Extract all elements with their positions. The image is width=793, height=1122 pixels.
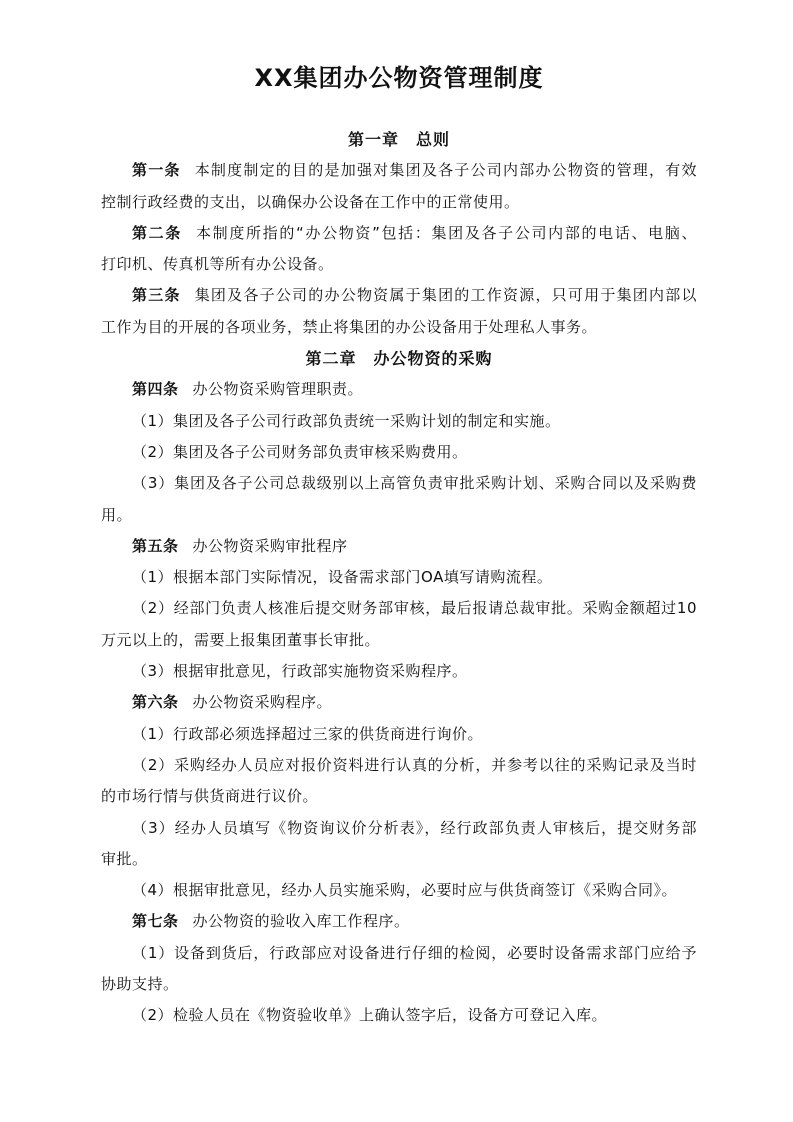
line-text: 打印机、传真机等所有办公设备。	[101, 255, 334, 274]
line-text: 本制度制定的目的是加强对集团及各子公司内部办公物资的管理，有效	[194, 161, 697, 180]
list-item	[101, 938, 697, 1001]
list-item	[101, 468, 697, 531]
text-line	[101, 280, 697, 311]
text-line	[101, 593, 697, 624]
chapter-heading: 第一章 总则	[347, 130, 450, 149]
line-text: 办公物资的验收入库工作程序。	[192, 912, 410, 931]
text-line	[101, 719, 697, 750]
line-text: 的市场行情与供货商进行议价。	[101, 787, 319, 806]
line-text: 工作为目的开展的各项业务，禁止将集团的办公设备用于处理私人事务。	[101, 317, 598, 336]
chapter-heading: 第二章 办公物资的采购	[305, 349, 493, 369]
text-line	[101, 437, 697, 468]
line-text: 用。	[101, 505, 133, 524]
article-label: 第七条	[132, 912, 179, 931]
text-line	[101, 844, 697, 875]
text-line	[101, 656, 697, 687]
text-line	[101, 1000, 697, 1031]
line-text: （2）集团及各子公司财务部负责审核采购费用。	[132, 442, 468, 461]
line-text: 办公物资采购管理职责。	[192, 380, 364, 399]
line-text: （2）采购经办人员应对报价资料进行认真的分析，并参考以往的采购记录及当时	[132, 755, 697, 774]
text-line	[101, 687, 697, 718]
line-text: 万元以上的，需要上报集团董事长审批。	[101, 630, 381, 649]
text-line	[101, 813, 697, 844]
list-item	[101, 656, 697, 687]
list-item	[101, 719, 697, 750]
text-line	[101, 969, 697, 1000]
line-text: 本制度所指的“办公物资”包括：集团及各子公司内部的电话、电脑、	[196, 223, 697, 242]
list-item	[101, 750, 697, 813]
article-paragraph	[101, 155, 697, 218]
line-text: 控制行政经费的支出，以确保办公设备在工作中的正常使用。	[101, 192, 520, 211]
article-paragraph	[101, 218, 697, 281]
line-text: （1）行政部必须选择超过三家的供货商进行询价。	[132, 724, 484, 743]
list-item	[101, 1000, 697, 1031]
text-line	[101, 249, 697, 280]
line-text: （2）经部门负责人核准后提交财务部审核，最后报请总裁审批。采购金额超过10	[132, 599, 697, 618]
article-paragraph	[101, 906, 697, 937]
text-line	[101, 312, 697, 343]
article-label: 第四条	[132, 380, 179, 399]
line-text: 办公物资采购审批程序	[192, 536, 348, 555]
text-line	[101, 781, 697, 812]
article-label: 第三条	[132, 286, 181, 305]
line-text: 集团及各子公司的办公物资属于集团的工作资源，只可用于集团内部以	[194, 286, 697, 305]
text-line	[101, 468, 697, 499]
article-paragraph	[101, 531, 697, 562]
article-label: 第一条	[132, 161, 181, 180]
line-text: 办公物资采购程序。	[192, 693, 333, 712]
line-text: （1）根据本部门实际情况，设备需求部门OA填写请购流程。	[132, 568, 553, 587]
document-body	[101, 124, 697, 1032]
line-text: （3）经办人员填写《物资询议价分析表》，经行政部负责人审核后，提交财务部	[132, 818, 697, 837]
text-line	[101, 218, 697, 249]
line-text: （1）集团及各子公司行政部负责统一采购计划的制定和实施。	[132, 411, 561, 430]
document-title: XX集团办公物资管理制度	[254, 64, 544, 92]
text-line	[101, 531, 697, 562]
article-label: 第六条	[132, 693, 179, 712]
line-text: （4）根据审批意见，经办人员实施采购，必要时应与供货商签订《采购合同》。	[132, 881, 678, 900]
text-line	[101, 906, 697, 937]
list-item	[101, 562, 697, 593]
text-line	[101, 187, 697, 218]
article-label: 第五条	[132, 536, 179, 555]
text-line	[101, 938, 697, 969]
article-paragraph	[101, 687, 697, 718]
text-line	[101, 875, 697, 906]
list-item	[101, 593, 697, 656]
list-item	[101, 813, 697, 876]
line-text: （3）集团及各子公司总裁级别以上高管负责审批采购计划、采购合同以及采购费	[132, 474, 697, 493]
text-line	[101, 750, 697, 781]
line-text: 协助支持。	[101, 975, 179, 994]
text-line	[101, 625, 697, 656]
line-text: （2）检验人员在《物资验收单》上确认签字后，设备方可登记入库。	[132, 1006, 608, 1025]
line-text: （3）根据审批意见，行政部实施物资采购程序。	[132, 662, 468, 681]
line-text: 审批。	[101, 849, 148, 868]
article-label: 第二条	[132, 223, 182, 242]
article-paragraph	[101, 374, 697, 405]
article-paragraph	[101, 280, 697, 343]
text-line	[101, 500, 697, 531]
list-item	[101, 875, 697, 906]
text-line	[101, 406, 697, 437]
list-item	[101, 437, 697, 468]
text-line	[101, 374, 697, 405]
text-line	[101, 155, 697, 186]
text-line	[101, 562, 697, 593]
list-item	[101, 406, 697, 437]
line-text: （1）设备到货后，行政部应对设备进行仔细的检阅，必要时设备需求部门应给予	[132, 943, 697, 962]
